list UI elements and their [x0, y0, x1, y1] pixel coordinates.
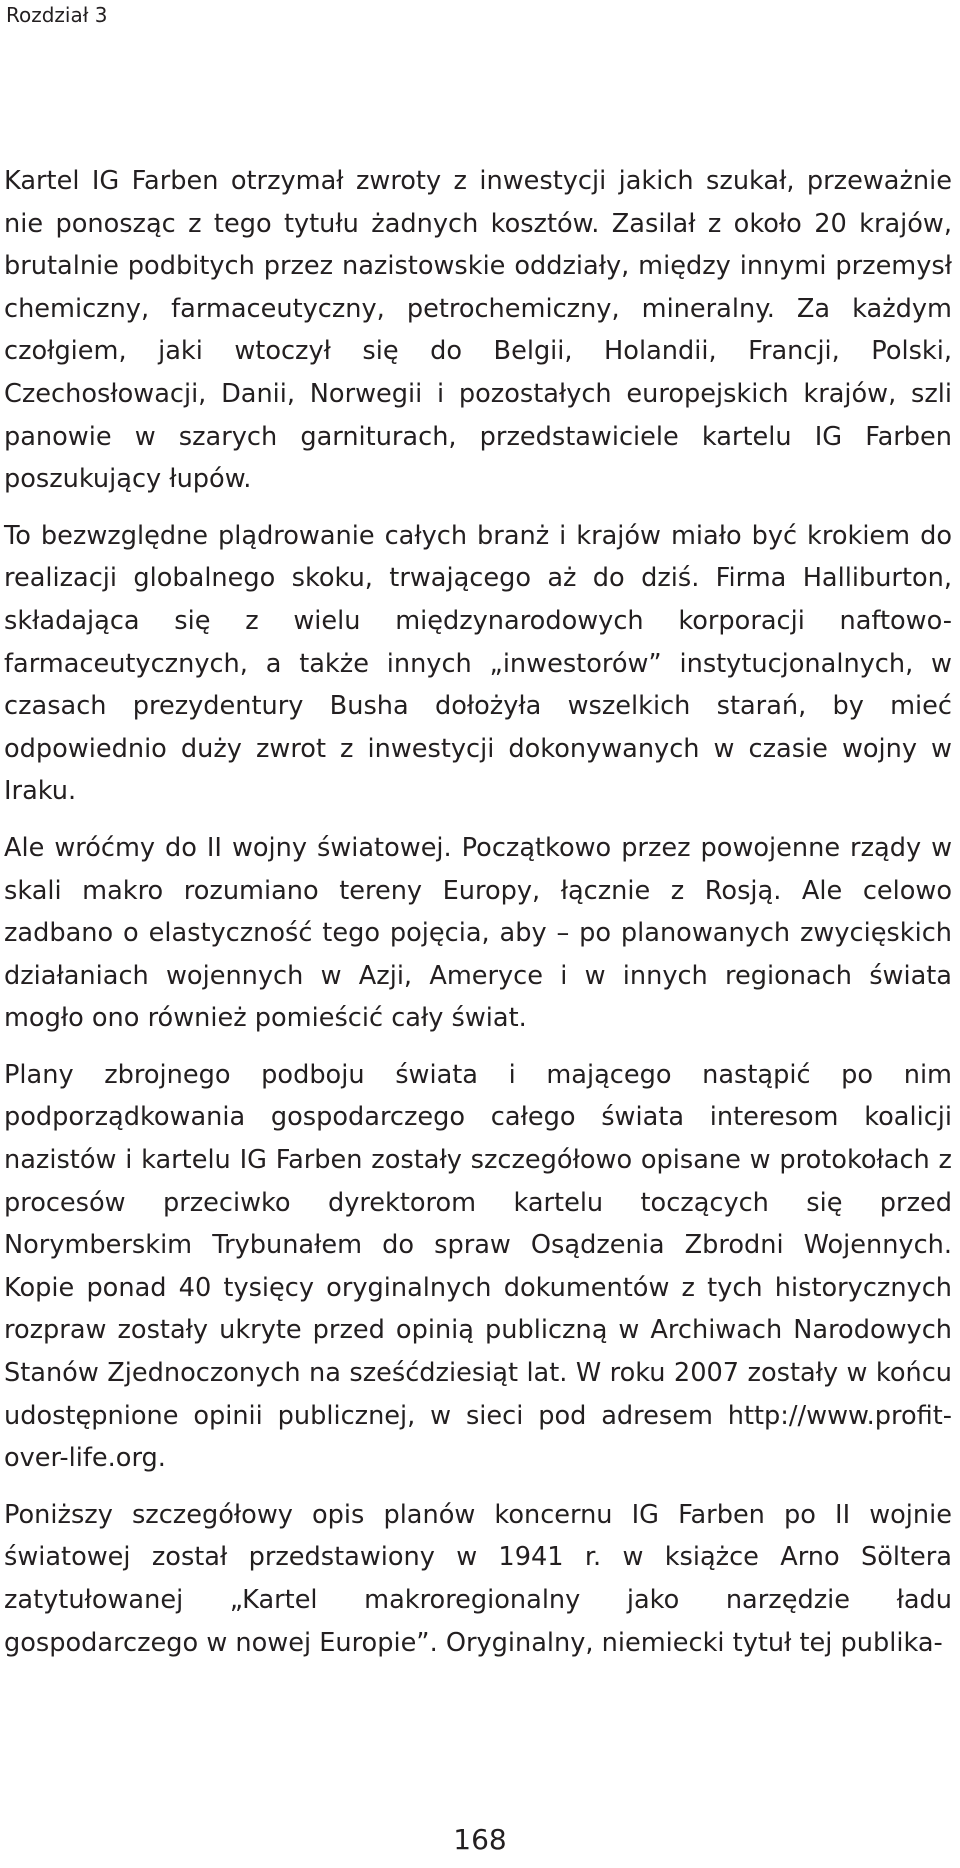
- text-body: [4, 160, 952, 1678]
- paragraph-2: To bezwzględne plądrowanie całych branż i krajów miało być krokiem do realizacji globalnego skoku, trwającego aż do dziś. Firma Halliburton, składająca się z wielu międzynarodowych korporacji naftowo-farmaceutycznych, a także innych „inwestorów” instytucjonalnych, w czasach prezydentury Busha dołożyła wszelkich starań, by mieć odpowiednio duży zwrot z inwestycji dokonywanych w czasie wojny w Iraku.: [4, 520, 952, 807]
- chapter-header: Rozdział 3: [6, 3, 108, 27]
- paragraph-1: Kartel IG Farben otrzymał zwroty z inwestycji jakich szukał, przeważnie nie ponosząc z tego tytułu żadnych kosztów. Zasilał z około 20 krajów, brutalnie podbitych przez nazistowskie oddziały, między innymi przemysł chemiczny, farmaceutyczny, petrochemiczny, mineralny. Za każdym czołgiem, jaki wtoczył się do Belgii, Holandii, Francji, Polski, Czechosłowacji, Danii, Norwegii i pozostałych europejskich krajów, szli panowie w szarych garniturach, przedstawiciele kartelu IG Farben poszukujący łupów.: [4, 166, 952, 495]
- paragraph-5: Poniższy szczegółowy opis planów koncernu IG Farben po II wojnie światowej został przedstawiony w 1941 r. w książce Arno Söltera zatytułowanej „Kartel makroregionalny jako narzędzie ładu gospodarczego w nowej Europie”. Oryginalny, niemiecki tytuł tej publika-: [4, 1499, 952, 1658]
- paragraph-4: Plany zbrojnego podboju świata i mającego nastąpić po nim podporządkowania gospodarczego całego świata interesom koalicji nazistów i kartelu IG Farben zostały szczegółowo opisane w protokołach z procesów przeciwko dyrektorom kartelu toczących się przed Norymberskim Trybunałem do spraw Osądzenia Zbrodni Wojennych. Kopie ponad 40 tysięcy oryginalnych dokumentów z tych historycznych rozpraw zostały ukryte przed opinią publiczną w Archiwach Narodowych Stanów Zjednoczonych na sześćdziesiąt lat. W roku 2007 zostały w końcu udostępnione opinii publicznej, w sieci pod adresem http://www.profit-over-life.org.: [4, 1059, 952, 1474]
- paragraph-3: Ale wróćmy do II wojny światowej. Początkowo przez powojenne rządy w skali makro rozumiano tereny Europy, łącznie z Rosją. Ale celowo zadbano o elastyczność tego pojęcia, aby – po planowanych zwycięskich działaniach wojennych w Azji, Ameryce i w innych regionach świata mogło ono również pomieścić cały świat.: [4, 832, 952, 1034]
- page-number: 168: [453, 1823, 507, 1856]
